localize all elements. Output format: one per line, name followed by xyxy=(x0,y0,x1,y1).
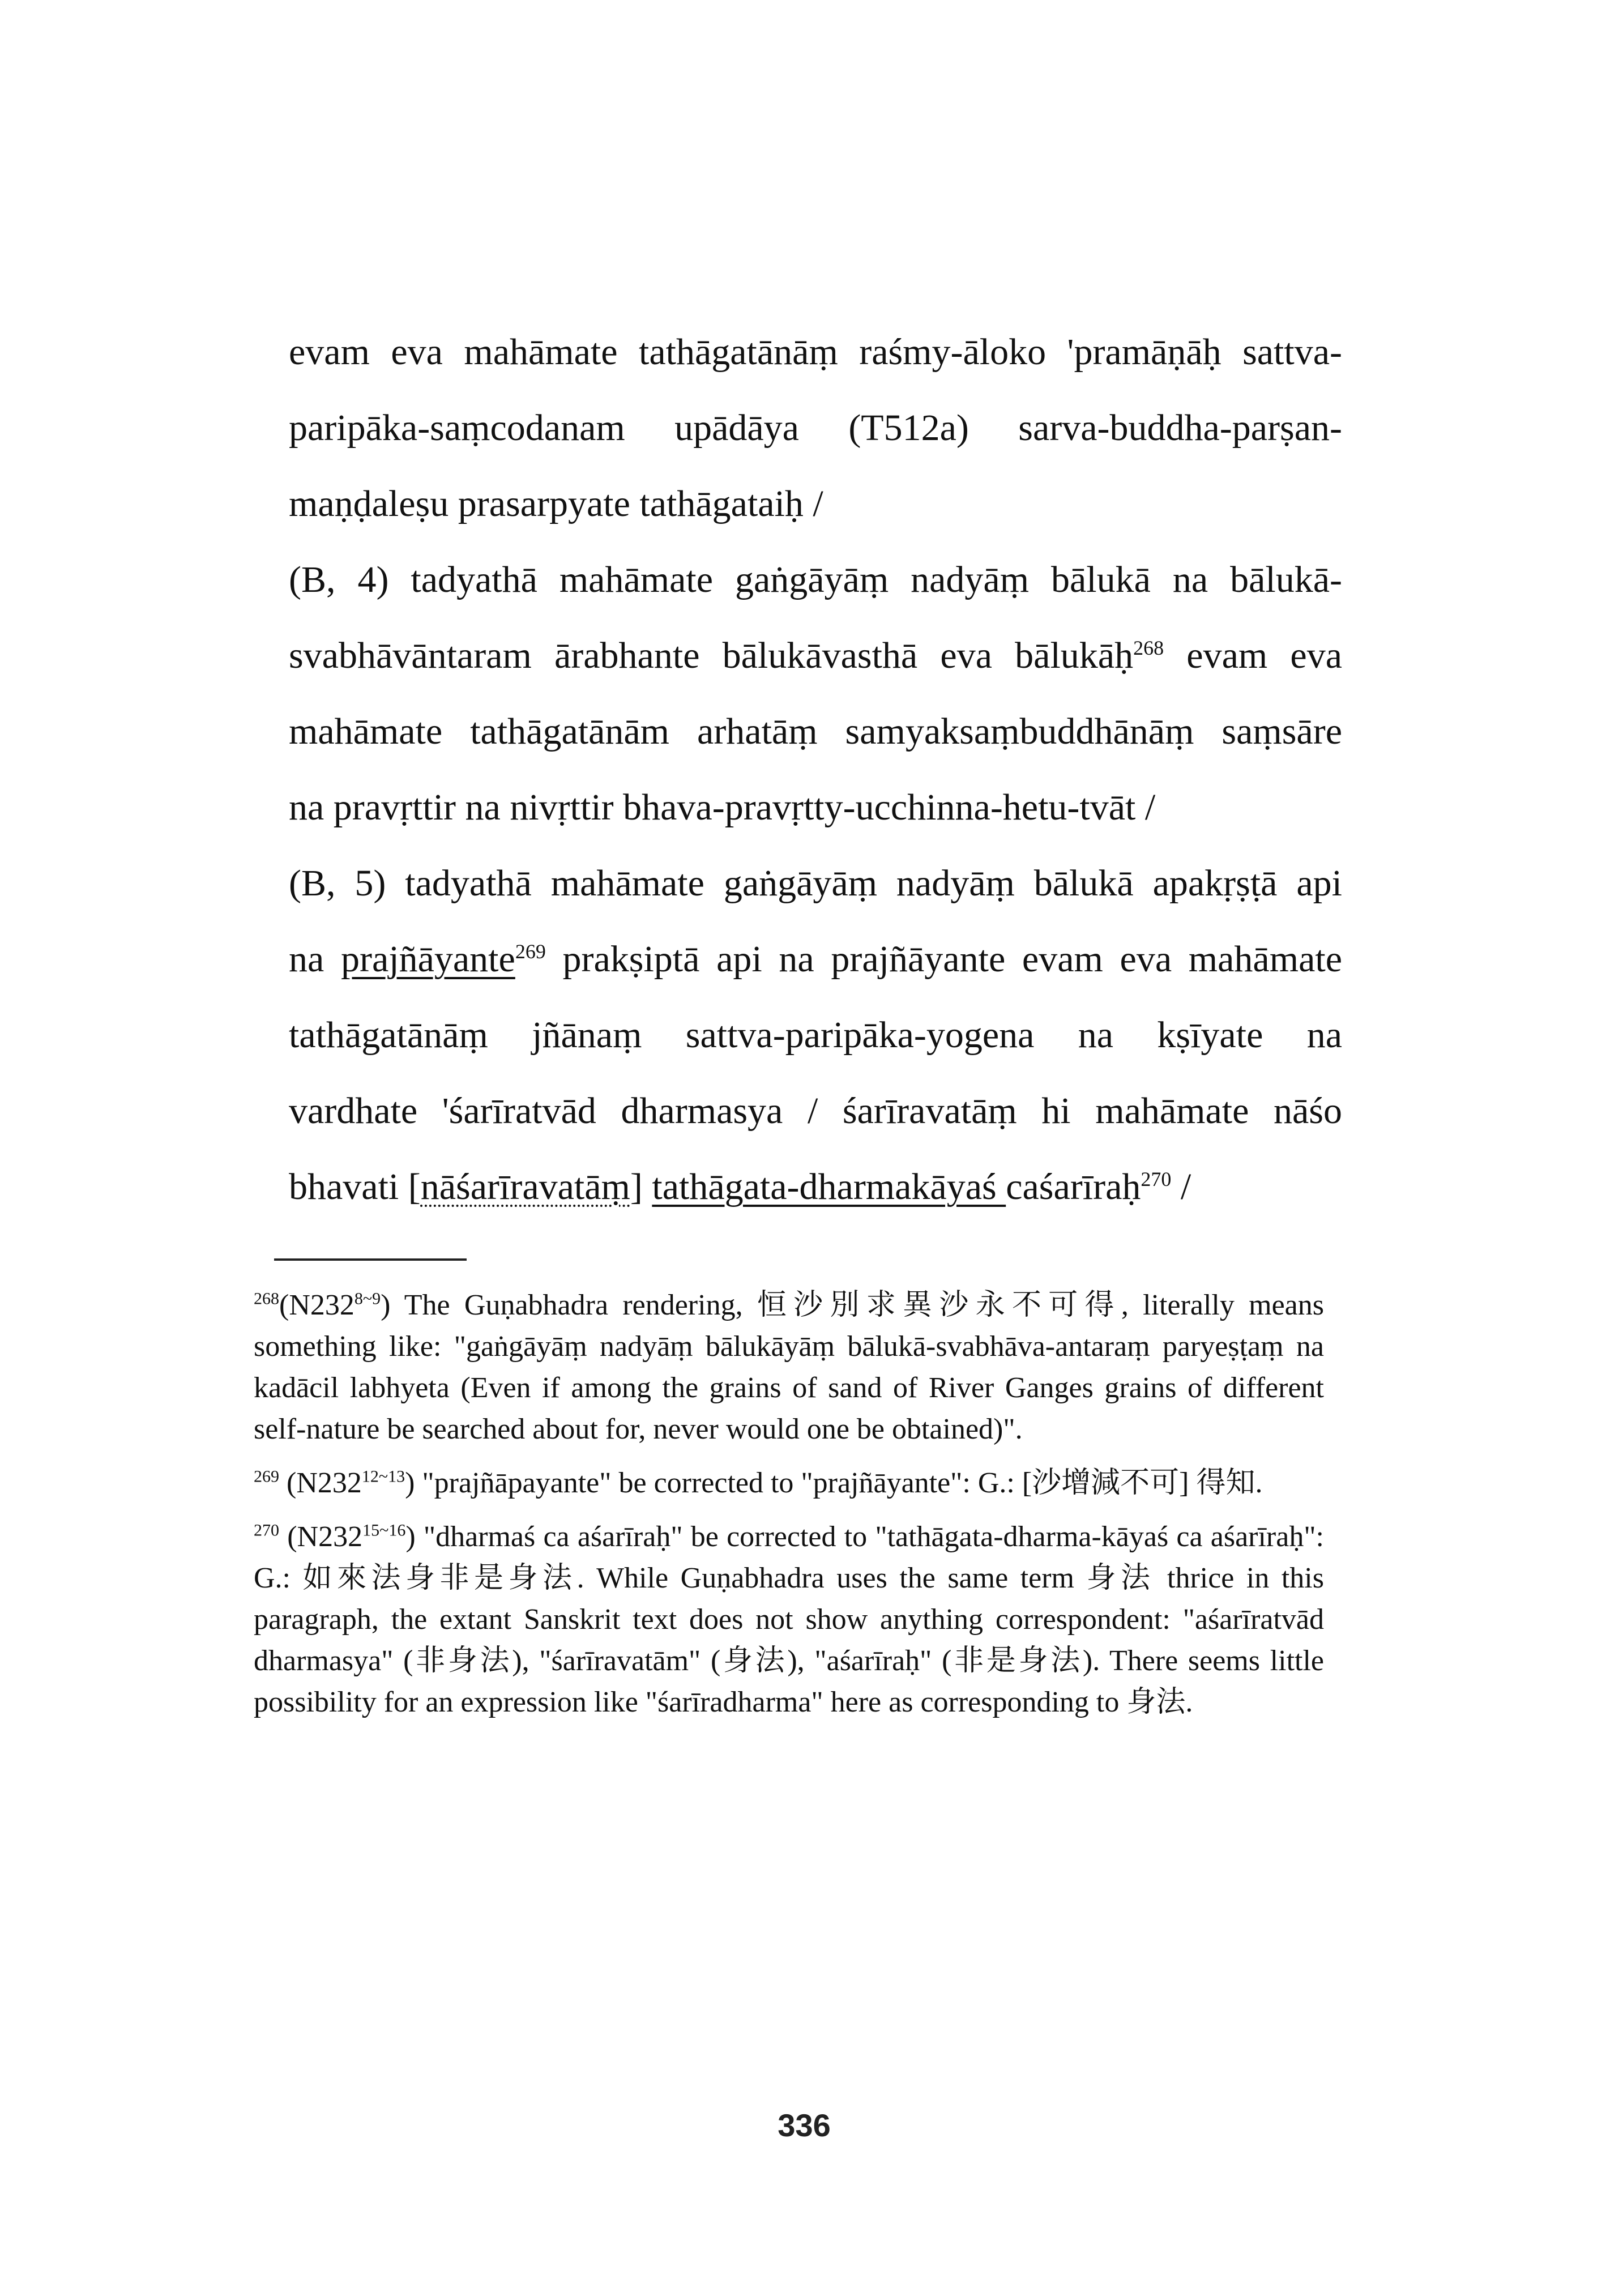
text-line-2: paripāka-saṃcodanam upādāya (T512a) sarva-buddha-parṣan- xyxy=(289,407,1342,449)
main-text-block xyxy=(289,314,1342,1225)
footnote-number: 268 xyxy=(254,1289,279,1308)
text-line-6: mahāmate tathāgatānām arhatāṃ samyaksaṃbuddhānāṃ saṃsāre xyxy=(289,711,1342,752)
text-line-3: maṇḍaleṣu prasarpyate tathāgataiḥ / xyxy=(289,483,823,524)
underlined-dharmakaya: tathāgata-dharmakāyaś xyxy=(652,1166,1006,1207)
line5-end: evam eva xyxy=(1186,635,1342,676)
footnotes-block xyxy=(254,1284,1324,1735)
footnote-marker-270: 270 xyxy=(1141,1168,1172,1190)
text-line-1: evam eva mahāmate tathāgatānāṃ raśmy-āloko 'pramāṇāḥ sattva- xyxy=(289,331,1342,373)
line12-bracket: ] xyxy=(630,1166,652,1207)
footnote-number: 269 xyxy=(254,1467,279,1486)
underlined-term: prajñāyante xyxy=(340,938,515,980)
footnote-number: 270 xyxy=(254,1521,279,1540)
footnote-marker-268: 268 xyxy=(1133,637,1164,659)
line12-end: caśarīraḥ xyxy=(1006,1166,1141,1207)
footnote-268: $^{268}(N232^{8\sim 9})$ The Guṇabhadra rendering, 恒沙別求異沙永不可得, literally means something like: "gaṅgāyāṃ nadyāṃ bālukāyāṃ bālukā-svabhāva-antaraṃ paryeṣṭaṃ na kadācil labhyeta (Even if among the grains of sand of River Ganges grains of different self-nature be searched about for, never would one be obtained)". xyxy=(254,1289,1324,1445)
line9-rest: prakṣiptā api na prajñāyante evam eva mahāmate xyxy=(562,938,1342,980)
text-line-9 xyxy=(289,921,1342,997)
text-line-10: tathāgatānāṃ jñānaṃ sattva-paripāka-yogena na kṣīyate na xyxy=(289,1014,1342,1056)
footnote-separator xyxy=(274,1258,467,1261)
text-line-8: (B, 5) tadyathā mahāmate gaṅgāyāṃ nadyāṃ bālukā apakṛṣṭā api xyxy=(289,863,1342,904)
line5-text: svabhāvāntaram ārabhante bālukāvasthā eva bālukāḥ xyxy=(289,635,1134,676)
text-line-11: vardhate 'śarīratvād dharmasya / śarīravatāṃ hi mahāmate nāśo xyxy=(289,1090,1342,1132)
line12-prefix: bhavati [ xyxy=(289,1166,421,1207)
line9-prefix: na xyxy=(289,938,341,980)
footnote-marker-269: 269 xyxy=(515,940,546,963)
footnote-269: $^{269}$ $(N232^{12\sim 13})$ "prajñāpayante" be corrected to "prajñāyante": G.: [沙增減不可] 得知. xyxy=(254,1467,1263,1499)
footnote-270: $^{270}$ $(N232^{15\sim 16})$ "dharmaś ca aśarīraḥ" be corrected to "tathāgata-dharma-kāyaś ca aśarīraḥ": G.: 如來法身非是身法. While Guṇabhadra uses the same term 身法 thrice in this paragraph, the extant Sanskrit text does not show anything correspondent: "aśarīratvād dharmasya" (非身法), "śarīravatām" (身法), "aśarīraḥ" (非是身法). There seems little possibility for an expression like "śarīradharma" here as corresponding to 身法. xyxy=(254,1521,1325,1718)
dotted-underlined-term: nāśarīravatāṃ xyxy=(420,1166,630,1207)
page-number: 336 xyxy=(778,2107,831,2143)
line12-slash: / xyxy=(1180,1166,1191,1207)
text-line-7: na pravṛttir na nivṛttir bhava-pravṛtty-ucchinna-hetu-tvāt / xyxy=(289,787,1156,828)
text-line-4: (B, 4) tadyathā mahāmate gaṅgāyāṃ nadyāṃ bālukā na bālukā- xyxy=(289,559,1342,600)
text-line-12 xyxy=(289,1149,1342,1225)
text-line-5 xyxy=(289,618,1342,694)
